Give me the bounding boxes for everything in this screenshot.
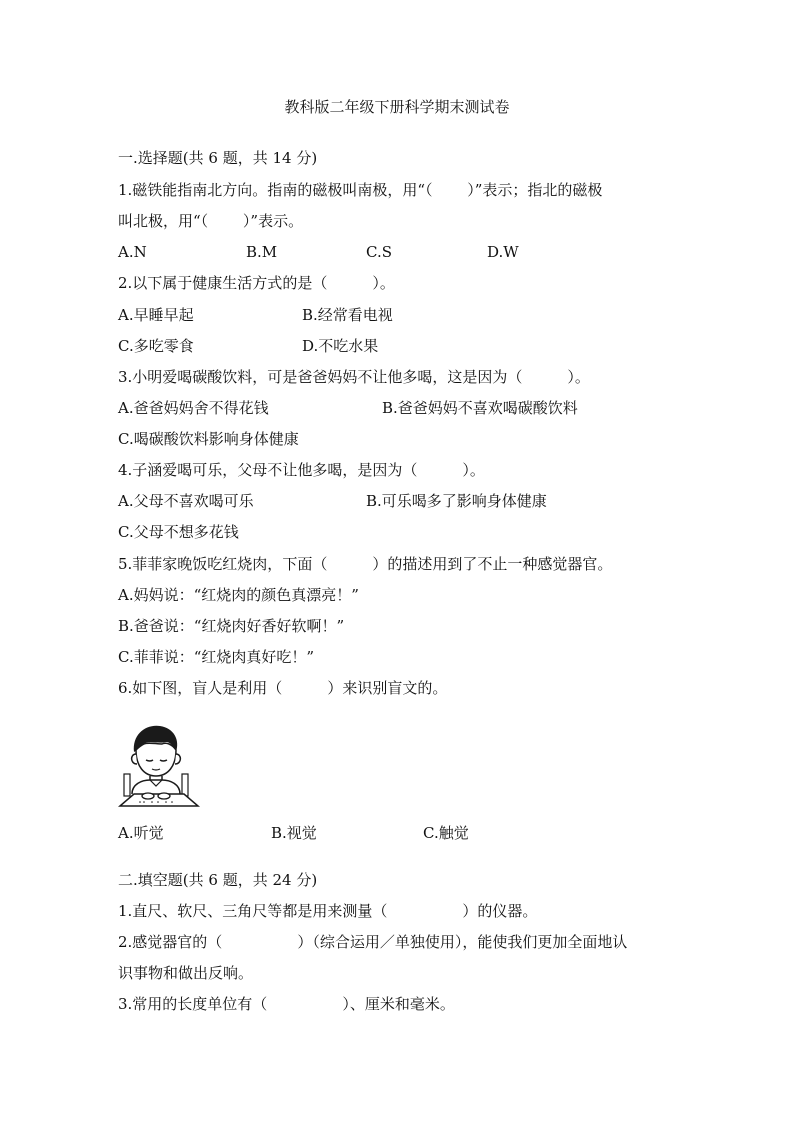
- q6-option-b: B.视觉: [271, 824, 317, 842]
- question-5: 5.菲菲家晚饭吃红烧肉，下面（ ）的描述用到了不止一种感觉器官。: [118, 555, 613, 573]
- q1-option-b: B.M: [246, 243, 278, 261]
- section-heading-fill-in: 二.填空题(共 6 题，共 24 分): [118, 871, 318, 889]
- fill-question-2-line-1: 2.感觉器官的（ ）（综合运用／单独使用），能使我们更加全面地认: [118, 933, 628, 951]
- q3-option-c: C.喝碳酸饮料影响身体健康: [118, 430, 299, 448]
- q2-option-b: B.经常看电视: [302, 306, 393, 324]
- q3-option-a: A.爸爸妈妈舍不得花钱: [118, 399, 269, 417]
- q2-option-d: D.不吃水果: [302, 337, 379, 355]
- fill-question-3: 3.常用的长度单位有（ ）、厘米和毫米。: [118, 995, 455, 1013]
- q5-option-a: A.妈妈说：“红烧肉的颜色真漂亮！”: [118, 586, 359, 604]
- q6-option-a: A.听觉: [118, 824, 164, 842]
- page-title: 教科版二年级下册科学期末测试卷: [284, 98, 510, 116]
- fill-question-2-line-2: 识事物和做出反响。: [118, 964, 254, 982]
- q3-option-b: B.爸爸妈妈不喜欢喝碳酸饮料: [382, 399, 578, 417]
- q2-option-a: A.早睡早起: [118, 306, 194, 324]
- section-heading-choice: 一.选择题(共 6 题，共 14 分): [118, 149, 318, 167]
- q5-option-b: B.爸爸说：“红烧肉好香好软啊！”: [118, 617, 345, 635]
- q1-option-a: A.N: [118, 243, 147, 261]
- q2-option-c: C.多吃零食: [118, 337, 194, 355]
- q1-option-c: C.S: [366, 243, 392, 261]
- q5-option-c: C.菲菲说：“红烧肉真好吃！”: [118, 648, 315, 666]
- question-4: 4.子涵爱喝可乐，父母不让他多喝，是因为（ ）。: [118, 461, 485, 479]
- question-3: 3.小明爱喝碳酸饮料，可是爸爸妈妈不让他多喝，这是因为（ ）。: [118, 368, 590, 386]
- question-1-line-2: 叫北极，用“（ ）”表示。: [118, 212, 304, 230]
- question-1-line-1: 1.磁铁能指南北方向。指南的磁极叫南极，用“（ ）”表示；指北的磁极: [118, 181, 603, 199]
- q6-option-c: C.触觉: [423, 824, 469, 842]
- q4-option-b: B.可乐喝多了影响身体健康: [366, 492, 547, 510]
- question-6: 6.如下图，盲人是利用（ ）来识别盲文的。: [118, 679, 448, 697]
- fill-question-1: 1.直尺、软尺、三角尺等都是用来测量（ ）的仪器。: [118, 902, 538, 920]
- q1-option-d: D.W: [487, 243, 519, 261]
- blind-reader-illustration: [118, 722, 202, 808]
- q4-option-a: A.父母不喜欢喝可乐: [118, 492, 254, 510]
- q4-option-c: C.父母不想多花钱: [118, 523, 239, 541]
- question-2: 2.以下属于健康生活方式的是（ ）。: [118, 274, 395, 292]
